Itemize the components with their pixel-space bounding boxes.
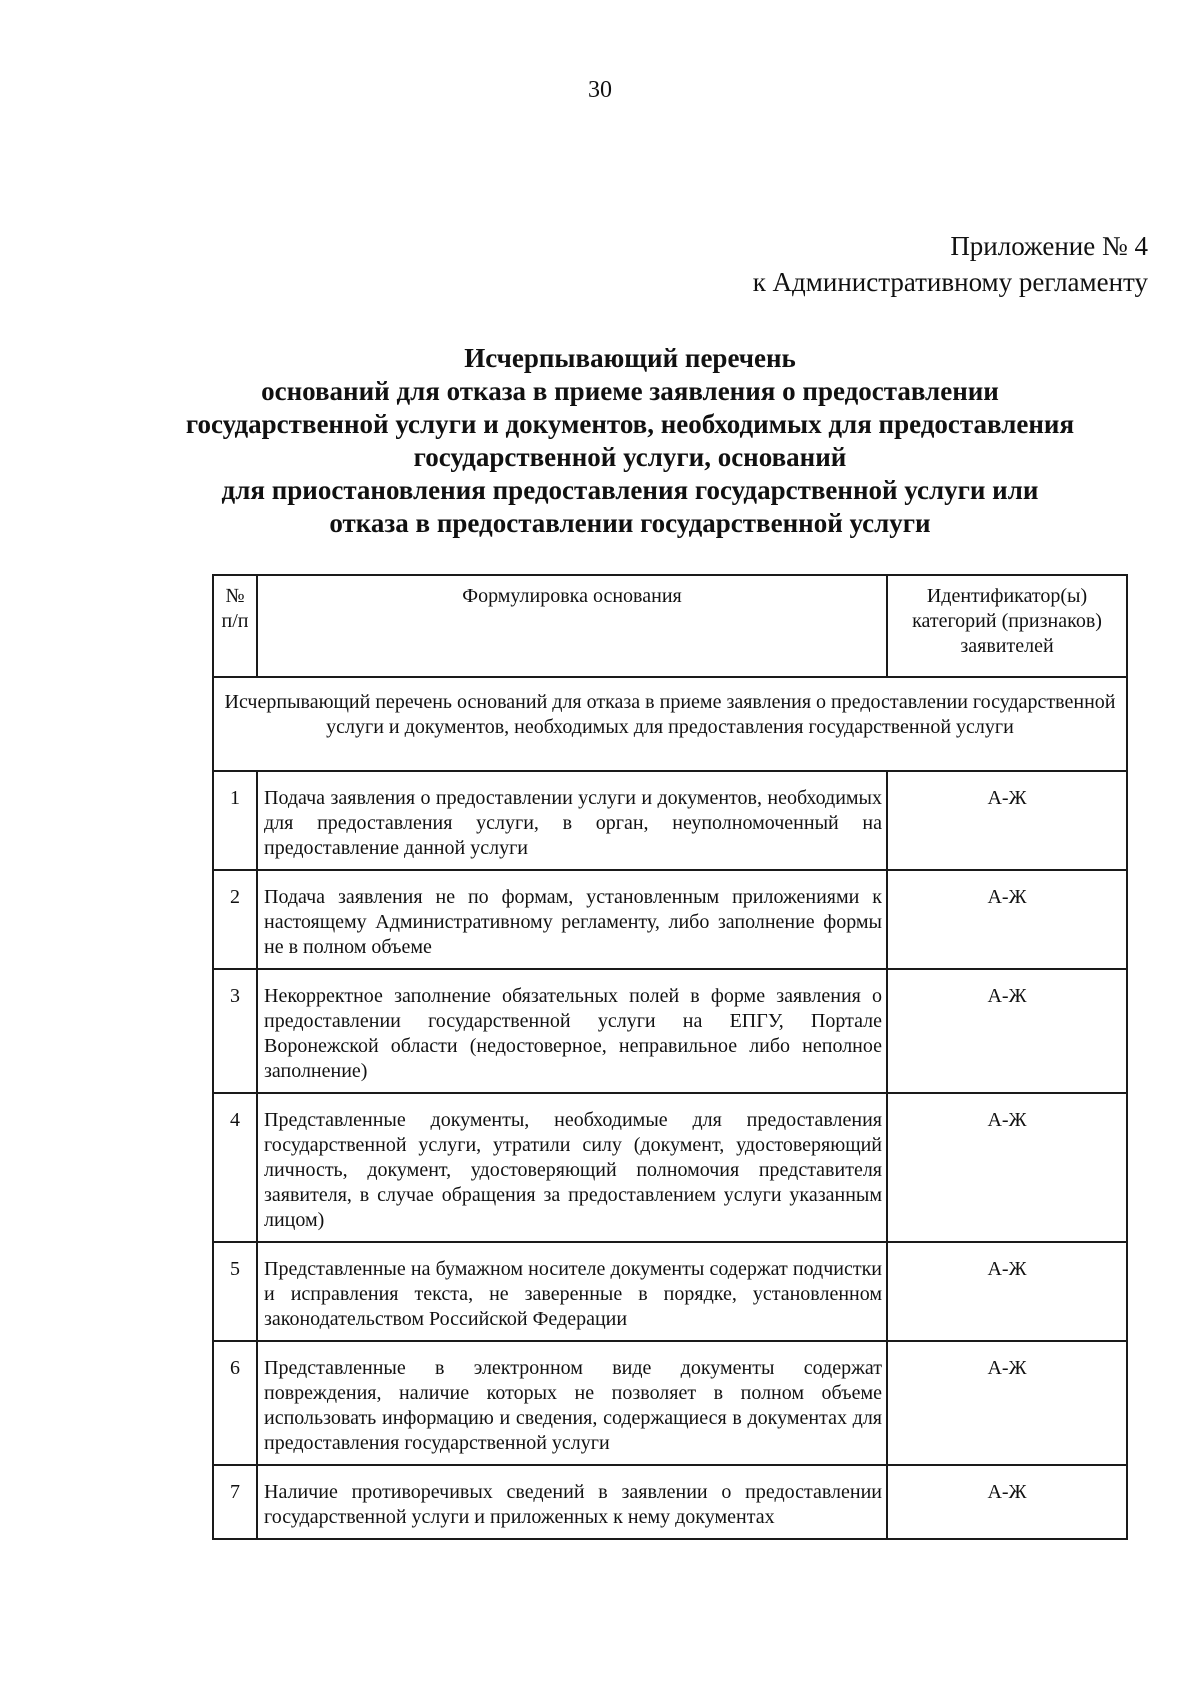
- table-row: [213, 771, 1127, 870]
- header-num: № п/п: [213, 575, 257, 677]
- appendix-reference: [753, 228, 1148, 300]
- title-line: государственной услуги, оснований: [413, 442, 847, 472]
- row-text: Представленные на бумажном носителе документы содержат подчистки и исправления текста, не заверенные в порядке, установленном законодательством Российской Федерации: [257, 1242, 887, 1341]
- header-id: Идентификатор(ы) категорий (признаков) заявителей: [887, 575, 1127, 677]
- table-row: [213, 1093, 1127, 1242]
- row-text: Наличие противоречивых сведений в заявлении о предоставлении государственной услуги и приложенных к нему документах: [257, 1465, 887, 1539]
- title-line: оснований для отказа в приеме заявления о предоставлении: [261, 376, 999, 406]
- grounds-table: [212, 574, 1128, 1540]
- table-row: [213, 1341, 1127, 1465]
- row-id: А-Ж: [887, 771, 1127, 870]
- section-row: [213, 677, 1127, 771]
- table-header-row: [213, 575, 1127, 677]
- title-line: государственной услуги и документов, необходимых для предоставления: [185, 409, 1075, 439]
- row-num: 4: [213, 1093, 257, 1242]
- section-title: Исчерпывающий перечень оснований для отказа в приеме заявления о предоставлении государственной услуги и документов, необходимых для предоставления государственной услуги: [213, 677, 1127, 771]
- row-text: Представленные в электронном виде документы содержат повреждения, наличие которых не позволяет в полном объеме использовать информацию и сведения, содержащиеся в документах для предоставления государственной услуги: [257, 1341, 887, 1465]
- table-row: [213, 870, 1127, 969]
- document-title: [130, 342, 1130, 540]
- appendix-line-2: к Административному регламенту: [752, 267, 1148, 297]
- row-text: Подача заявления о предоставлении услуги и документов, необходимых для предоставления услуги, в орган, неуполномоченный на предоставление данной услуги: [257, 771, 887, 870]
- row-num: 5: [213, 1242, 257, 1341]
- row-id: А-Ж: [887, 1465, 1127, 1539]
- row-text: Подача заявления не по формам, установленным приложениями к настоящему Административному регламенту, либо заполнение формы не в полном объеме: [257, 870, 887, 969]
- table-row: [213, 1465, 1127, 1539]
- header-text: Формулировка основания: [257, 575, 887, 677]
- row-num: 1: [213, 771, 257, 870]
- title-line: для приостановления предоставления государственной услуги или: [221, 475, 1039, 505]
- row-id: А-Ж: [887, 969, 1127, 1093]
- row-text: Представленные документы, необходимые для предоставления государственной услуги, утратили силу (документ, удостоверяющий личность, документ, удостоверяющий полномочия представителя заявителя, в случае обращения за предоставлением услуги указанным лицом): [257, 1093, 887, 1242]
- title-line: отказа в предоставлении государственной услуги: [329, 508, 931, 538]
- page-number: 30: [588, 77, 612, 103]
- row-id: А-Ж: [887, 870, 1127, 969]
- row-id: А-Ж: [887, 1242, 1127, 1341]
- row-id: А-Ж: [887, 1093, 1127, 1242]
- row-num: 7: [213, 1465, 257, 1539]
- table-row: [213, 1242, 1127, 1341]
- row-id: А-Ж: [887, 1341, 1127, 1465]
- table-row: [213, 969, 1127, 1093]
- row-num: 2: [213, 870, 257, 969]
- row-num: 3: [213, 969, 257, 1093]
- row-text: Некорректное заполнение обязательных полей в форме заявления о предоставлении государственной услуги на ЕПГУ, Портале Воронежской области (недостоверное, неправильное либо неполное заполнение): [257, 969, 887, 1093]
- title-line: Исчерпывающий перечень: [464, 343, 796, 373]
- row-num: 6: [213, 1341, 257, 1465]
- appendix-line-1: Приложение № 4: [950, 231, 1148, 261]
